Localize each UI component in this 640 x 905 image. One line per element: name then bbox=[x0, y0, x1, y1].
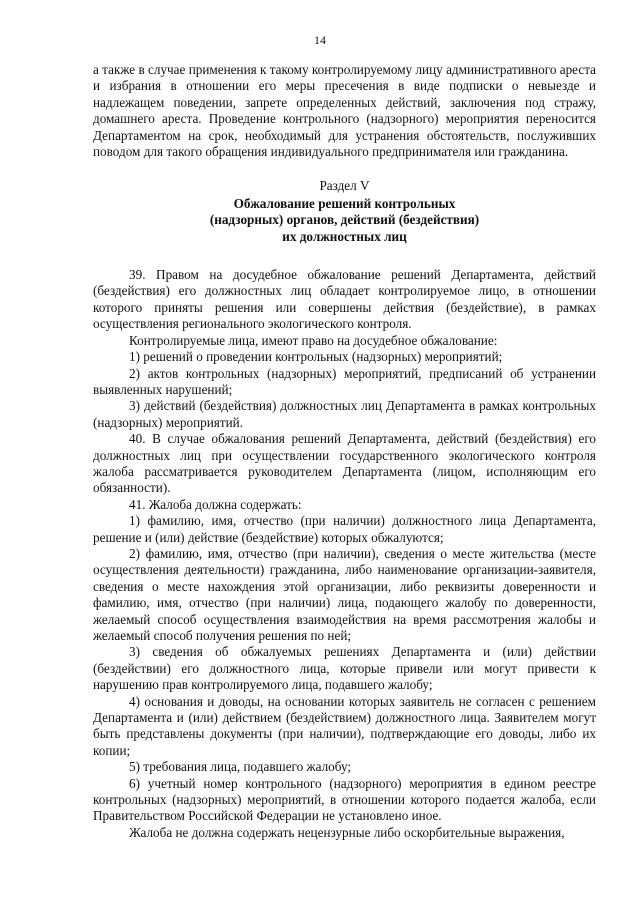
document-body bbox=[93, 62, 596, 841]
intro-paragraph: а также в случае применения к такому контролируемому лицу административного ареста и избрания в отношении его меры пресечения в виде подписки о невыезде и надлежащем поведении, запрете определенных действий, заключения под стражу, домашнего ареста. Проведение контрольного (надзорного) мероприятия переносится Департаментом на срок, необходимый для устранения обстоятельств, послуживших поводом для такого обращения индивидуального предпринимателя или гражданина. bbox=[93, 62, 596, 160]
section-number: Раздел V bbox=[319, 178, 370, 194]
list-item-41-4: 4) основания и доводы, на основании которых заявитель не согласен с решением Департамента и (или) действием (бездействием) должностного лица. Заявителем могут быть представлены документы (при наличии), подтверждающие его доводы, либо их копии; bbox=[93, 693, 596, 758]
list-item-41-3: 3) сведения об обжалуемых решениях Департамента и (или) действии (бездействии) его должностного лица, которые привели или могут привести к нарушению прав контролируемого лица, подавшего жалобу; bbox=[93, 644, 596, 693]
list-item-41-2: 2) фамилию, имя, отчество (при наличии), сведения о месте жительства (месте осуществления деятельности) гражданина, либо наименование организации-заявителя, сведения о месте нахождения этой организации, либо реквизиты доверенности и фамилию, имя, отчество (при наличии) лица, подающего жалобу по доверенности, желаемый способ осуществления взаимодействия на время рассмотрения жалобы и желаемый способ получения решения по ней; bbox=[93, 545, 596, 643]
paragraph-appeal-rights: Контролируемые лица, имеют право на досудебное обжалование: bbox=[129, 332, 498, 348]
paragraph-39: 39. Правом на досудебное обжалование решений Департамента, действий (бездействия) его должностных лиц обладает контролируемое лицо, в отношении которого приняты решения или совершены действия (бездействие), в рамках осуществления регионального экологического контроля. bbox=[93, 267, 596, 332]
paragraph-40: 40. В случае обжалования решений Департамента, действий (бездействия) его должностных лиц при осуществлении государственного экологического контроля жалоба рассматривается руководителем Департамента (лицом, исполняющим его обязанности). bbox=[93, 431, 596, 496]
section-title-line-1: Обжалование решений контрольных bbox=[233, 195, 456, 211]
list-item-41-6: 6) учетный номер контрольного (надзорного) мероприятия в едином реестре контрольных (надзорных) мероприятий, в отношении которого подается жалоба, если Правительством Российской Федерации не установлено иное. bbox=[93, 775, 596, 824]
section-heading bbox=[93, 178, 596, 245]
list-item-39-1: 1) решений о проведении контрольных (надзорных) мероприятий; bbox=[129, 349, 503, 365]
page-number: 14 bbox=[314, 33, 326, 47]
paragraph-complaint-restriction: Жалоба не должна содержать нецензурные либо оскорбительные выражения, bbox=[129, 824, 565, 840]
list-item-39-3: 3) действий (бездействия) должностных лиц Департамента в рамках контрольных (надзорных) мероприятий. bbox=[93, 398, 596, 430]
section-title-line-2: (надзорных) органов, действий (бездействия) bbox=[209, 212, 480, 228]
section-title-line-3: их должностных лиц bbox=[282, 228, 407, 244]
paragraph-41: 41. Жалоба должна содержать: bbox=[129, 496, 302, 512]
list-item-41-5: 5) требования лица, подавшего жалобу; bbox=[129, 759, 352, 775]
list-item-39-2: 2) актов контрольных (надзорных) мероприятий, предписаний об устранении выявленных нарушений; bbox=[93, 365, 596, 397]
list-item-41-1: 1) фамилию, имя, отчество (при наличии) должностного лица Департамента, решение и (или) действие (бездействие) которых обжалуются; bbox=[93, 513, 596, 545]
